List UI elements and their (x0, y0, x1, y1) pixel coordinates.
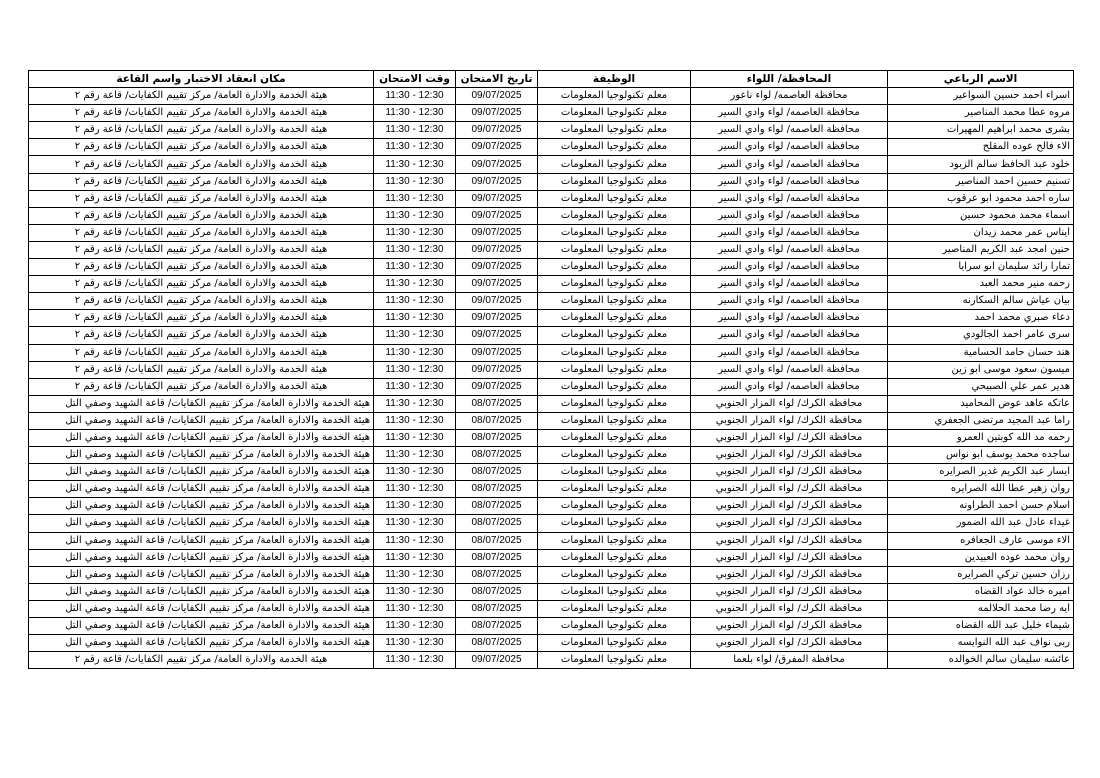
cell-place: هيئة الخدمة والادارة العامة/ مركز تقييم الكفايات/ قاعة رقم ٢ (29, 122, 374, 139)
cell-job: معلم تكنولوجيا المعلومات (538, 412, 691, 429)
table-row (29, 207, 1074, 224)
table-row (29, 224, 1074, 241)
cell-date: 08/07/2025 (456, 464, 538, 481)
cell-place: هيئة الخدمة والادارة العامة/ مركز تقييم الكفايات/ قاعة رقم ٢ (29, 652, 374, 669)
cell-job: معلم تكنولوجيا المعلومات (538, 635, 691, 652)
cell-job: معلم تكنولوجيا المعلومات (538, 207, 691, 224)
cell-date: 09/07/2025 (456, 327, 538, 344)
cell-name: ربى نواف عبد الله النوايسه (888, 635, 1074, 652)
cell-job: معلم تكنولوجيا المعلومات (538, 259, 691, 276)
header-time: وقت الامتحان (374, 71, 456, 88)
table-row (29, 429, 1074, 446)
cell-date: 09/07/2025 (456, 378, 538, 395)
cell-place: هيئة الخدمة والادارة العامة/ مركز تقييم الكفايات/ قاعة الشهيد وصفي التل (29, 447, 374, 464)
cell-date: 08/07/2025 (456, 429, 538, 446)
cell-place: هيئة الخدمة والادارة العامة/ مركز تقييم الكفايات/ قاعة الشهيد وصفي التل (29, 515, 374, 532)
table-row (29, 618, 1074, 635)
table-row (29, 310, 1074, 327)
cell-governorate: محافظة المفرق/ لواء بلعما (691, 652, 888, 669)
cell-governorate: محافظة الكرك/ لواء المزار الجنوبي (691, 566, 888, 583)
cell-time: 11:30 - 12:30 (374, 515, 456, 532)
cell-date: 08/07/2025 (456, 583, 538, 600)
cell-place: هيئة الخدمة والادارة العامة/ مركز تقييم الكفايات/ قاعة رقم ٢ (29, 139, 374, 156)
cell-time: 11:30 - 12:30 (374, 310, 456, 327)
cell-date: 08/07/2025 (456, 566, 538, 583)
cell-place: هيئة الخدمة والادارة العامة/ مركز تقييم الكفايات/ قاعة رقم ٢ (29, 224, 374, 241)
cell-job: معلم تكنولوجيا المعلومات (538, 515, 691, 532)
cell-time: 11:30 - 12:30 (374, 464, 456, 481)
cell-time: 11:30 - 12:30 (374, 618, 456, 635)
cell-time: 11:30 - 12:30 (374, 395, 456, 412)
cell-time: 11:30 - 12:30 (374, 105, 456, 122)
cell-time: 11:30 - 12:30 (374, 88, 456, 105)
cell-job: معلم تكنولوجيا المعلومات (538, 583, 691, 600)
cell-place: هيئة الخدمة والادارة العامة/ مركز تقييم الكفايات/ قاعة رقم ٢ (29, 259, 374, 276)
cell-job: معلم تكنولوجيا المعلومات (538, 327, 691, 344)
cell-time: 11:30 - 12:30 (374, 207, 456, 224)
cell-place: هيئة الخدمة والادارة العامة/ مركز تقييم الكفايات/ قاعة الشهيد وصفي التل (29, 583, 374, 600)
table-row (29, 549, 1074, 566)
cell-governorate: محافظة العاصمه/ لواء وادي السير (691, 327, 888, 344)
header-name: الاسم الرباعي (888, 71, 1074, 88)
table-row (29, 412, 1074, 429)
cell-time: 11:30 - 12:30 (374, 241, 456, 258)
cell-name: حنين امجد عبد الكريم المناصير (888, 241, 1074, 258)
cell-name: مروه عطا محمد المناصير (888, 105, 1074, 122)
cell-place: هيئة الخدمة والادارة العامة/ مركز تقييم الكفايات/ قاعة رقم ٢ (29, 293, 374, 310)
cell-governorate: محافظة الكرك/ لواء المزار الجنوبي (691, 412, 888, 429)
cell-name: راما عبد المجيد مرتضى الجعفري (888, 412, 1074, 429)
cell-name: اميره خالد عواد القضاه (888, 583, 1074, 600)
cell-place: هيئة الخدمة والادارة العامة/ مركز تقييم الكفايات/ قاعة الشهيد وصفي التل (29, 412, 374, 429)
cell-job: معلم تكنولوجيا المعلومات (538, 378, 691, 395)
cell-governorate: محافظة العاصمه/ لواء وادي السير (691, 361, 888, 378)
cell-place: هيئة الخدمة والادارة العامة/ مركز تقييم الكفايات/ قاعة رقم ٢ (29, 344, 374, 361)
cell-time: 11:30 - 12:30 (374, 156, 456, 173)
table-row (29, 156, 1074, 173)
table-body (29, 88, 1074, 669)
header-job: الوظيفة (538, 71, 691, 88)
cell-place: هيئة الخدمة والادارة العامة/ مركز تقييم الكفايات/ قاعة الشهيد وصفي التل (29, 566, 374, 583)
cell-name: هند حسان حامد الحسامية (888, 344, 1074, 361)
cell-place: هيئة الخدمة والادارة العامة/ مركز تقييم الكفايات/ قاعة رقم ٢ (29, 327, 374, 344)
cell-governorate: محافظة العاصمه/ لواء وادي السير (691, 224, 888, 241)
cell-name: رحمه مد الله كوبتين العمرو (888, 429, 1074, 446)
cell-date: 08/07/2025 (456, 481, 538, 498)
table-header-row (29, 71, 1074, 88)
cell-time: 11:30 - 12:30 (374, 600, 456, 617)
cell-time: 11:30 - 12:30 (374, 190, 456, 207)
cell-job: معلم تكنولوجيا المعلومات (538, 600, 691, 617)
cell-name: عائشه سليمان سالم الخوالده (888, 652, 1074, 669)
cell-date: 09/07/2025 (456, 105, 538, 122)
cell-governorate: محافظة العاصمه/ لواء وادي السير (691, 122, 888, 139)
table-row (29, 327, 1074, 344)
cell-name: سرى عامر احمد الجالودي (888, 327, 1074, 344)
cell-governorate: محافظة الكرك/ لواء المزار الجنوبي (691, 395, 888, 412)
cell-time: 11:30 - 12:30 (374, 481, 456, 498)
table-row (29, 481, 1074, 498)
cell-place: هيئة الخدمة والادارة العامة/ مركز تقييم الكفايات/ قاعة رقم ٢ (29, 241, 374, 258)
table-row (29, 190, 1074, 207)
cell-name: خلود عبد الحافظ سالم الزبود (888, 156, 1074, 173)
cell-date: 09/07/2025 (456, 122, 538, 139)
cell-date: 09/07/2025 (456, 276, 538, 293)
cell-date: 09/07/2025 (456, 259, 538, 276)
cell-job: معلم تكنولوجيا المعلومات (538, 498, 691, 515)
cell-time: 11:30 - 12:30 (374, 173, 456, 190)
cell-time: 11:30 - 12:30 (374, 532, 456, 549)
header-governorate: المحافظة/ اللواء (691, 71, 888, 88)
cell-name: بشرى محمد ابراهيم المهيرات (888, 122, 1074, 139)
cell-name: روان زهير عطا الله الصرايره (888, 481, 1074, 498)
cell-date: 09/07/2025 (456, 139, 538, 156)
cell-date: 08/07/2025 (456, 498, 538, 515)
table-row (29, 378, 1074, 395)
cell-time: 11:30 - 12:30 (374, 344, 456, 361)
cell-date: 09/07/2025 (456, 241, 538, 258)
cell-name: اسماء محمد محمود حسين (888, 207, 1074, 224)
cell-name: ايناس عمر محمد زيدان (888, 224, 1074, 241)
cell-date: 09/07/2025 (456, 156, 538, 173)
cell-name: الاء موسى عارف الجعافره (888, 532, 1074, 549)
cell-time: 11:30 - 12:30 (374, 549, 456, 566)
cell-date: 08/07/2025 (456, 618, 538, 635)
table-row (29, 105, 1074, 122)
cell-job: معلم تكنولوجيا المعلومات (538, 549, 691, 566)
cell-time: 11:30 - 12:30 (374, 447, 456, 464)
cell-governorate: محافظة العاصمه/ لواء وادي السير (691, 241, 888, 258)
cell-governorate: محافظة الكرك/ لواء المزار الجنوبي (691, 549, 888, 566)
cell-job: معلم تكنولوجيا المعلومات (538, 224, 691, 241)
cell-time: 11:30 - 12:30 (374, 122, 456, 139)
table-row (29, 447, 1074, 464)
cell-job: معلم تكنولوجيا المعلومات (538, 532, 691, 549)
cell-place: هيئة الخدمة والادارة العامة/ مركز تقييم الكفايات/ قاعة رقم ٢ (29, 207, 374, 224)
table-row (29, 566, 1074, 583)
cell-governorate: محافظة العاصمه/ لواء وادي السير (691, 259, 888, 276)
cell-place: هيئة الخدمة والادارة العامة/ مركز تقييم الكفايات/ قاعة الشهيد وصفي التل (29, 549, 374, 566)
cell-job: معلم تكنولوجيا المعلومات (538, 122, 691, 139)
table-row (29, 652, 1074, 669)
cell-place: هيئة الخدمة والادارة العامة/ مركز تقييم الكفايات/ قاعة رقم ٢ (29, 88, 374, 105)
cell-governorate: محافظة العاصمه/ لواء وادي السير (691, 190, 888, 207)
cell-date: 09/07/2025 (456, 310, 538, 327)
cell-job: معلم تكنولوجيا المعلومات (538, 105, 691, 122)
cell-name: تمارا رائد سليمان ابو سرايا (888, 259, 1074, 276)
cell-time: 11:30 - 12:30 (374, 566, 456, 583)
cell-place: هيئة الخدمة والادارة العامة/ مركز تقييم الكفايات/ قاعة الشهيد وصفي التل (29, 635, 374, 652)
cell-job: معلم تكنولوجيا المعلومات (538, 190, 691, 207)
cell-name: هدير عمر علي الصبيحي (888, 378, 1074, 395)
cell-date: 09/07/2025 (456, 344, 538, 361)
cell-job: معلم تكنولوجيا المعلومات (538, 447, 691, 464)
cell-job: معلم تكنولوجيا المعلومات (538, 276, 691, 293)
cell-name: ميسون سعود موسى ابو زين (888, 361, 1074, 378)
cell-place: هيئة الخدمة والادارة العامة/ مركز تقييم الكفايات/ قاعة رقم ٢ (29, 173, 374, 190)
table-row (29, 361, 1074, 378)
cell-job: معلم تكنولوجيا المعلومات (538, 566, 691, 583)
table-row (29, 583, 1074, 600)
cell-place: هيئة الخدمة والادارة العامة/ مركز تقييم الكفايات/ قاعة رقم ٢ (29, 276, 374, 293)
cell-job: معلم تكنولوجيا المعلومات (538, 652, 691, 669)
cell-time: 11:30 - 12:30 (374, 259, 456, 276)
cell-job: معلم تكنولوجيا المعلومات (538, 429, 691, 446)
cell-place: هيئة الخدمة والادارة العامة/ مركز تقييم الكفايات/ قاعة الشهيد وصفي التل (29, 395, 374, 412)
table-row (29, 88, 1074, 105)
table-row (29, 344, 1074, 361)
cell-place: هيئة الخدمة والادارة العامة/ مركز تقييم الكفايات/ قاعة الشهيد وصفي التل (29, 532, 374, 549)
exam-schedule-table (28, 70, 1074, 669)
cell-date: 08/07/2025 (456, 447, 538, 464)
cell-governorate: محافظة الكرك/ لواء المزار الجنوبي (691, 498, 888, 515)
cell-governorate: محافظة العاصمه/ لواء وادي السير (691, 378, 888, 395)
cell-governorate: محافظة العاصمه/ لواء وادي السير (691, 139, 888, 156)
cell-date: 09/07/2025 (456, 652, 538, 669)
cell-place: هيئة الخدمة والادارة العامة/ مركز تقييم الكفايات/ قاعة الشهيد وصفي التل (29, 498, 374, 515)
table-row (29, 635, 1074, 652)
cell-name: شيماء خليل عبد الله القضاه (888, 618, 1074, 635)
cell-governorate: محافظة العاصمه/ لواء وادي السير (691, 207, 888, 224)
cell-place: هيئة الخدمة والادارة العامة/ مركز تقييم الكفايات/ قاعة رقم ٢ (29, 310, 374, 327)
cell-time: 11:30 - 12:30 (374, 378, 456, 395)
cell-time: 11:30 - 12:30 (374, 139, 456, 156)
cell-date: 08/07/2025 (456, 412, 538, 429)
cell-name: رزان حسين تركي الصرايره (888, 566, 1074, 583)
cell-time: 11:30 - 12:30 (374, 412, 456, 429)
cell-date: 09/07/2025 (456, 224, 538, 241)
cell-name: ايسار عبد الكريم غدير الصرايره (888, 464, 1074, 481)
cell-governorate: محافظة العاصمه/ لواء وادي السير (691, 276, 888, 293)
cell-date: 09/07/2025 (456, 293, 538, 310)
cell-name: عاتكه عاهد عوض المحاميد (888, 395, 1074, 412)
cell-job: معلم تكنولوجيا المعلومات (538, 139, 691, 156)
cell-date: 08/07/2025 (456, 395, 538, 412)
cell-time: 11:30 - 12:30 (374, 224, 456, 241)
cell-date: 08/07/2025 (456, 549, 538, 566)
cell-date: 08/07/2025 (456, 635, 538, 652)
cell-job: معلم تكنولوجيا المعلومات (538, 156, 691, 173)
cell-governorate: محافظة العاصمه/ لواء ناعور (691, 88, 888, 105)
cell-place: هيئة الخدمة والادارة العامة/ مركز تقييم الكفايات/ قاعة رقم ٢ (29, 105, 374, 122)
cell-governorate: محافظة الكرك/ لواء المزار الجنوبي (691, 429, 888, 446)
cell-name: اسلام حسن احمد الطراونه (888, 498, 1074, 515)
cell-governorate: محافظة العاصمه/ لواء وادي السير (691, 293, 888, 310)
cell-date: 09/07/2025 (456, 88, 538, 105)
cell-time: 11:30 - 12:30 (374, 583, 456, 600)
cell-name: غيداء عادل عبد الله الضمور (888, 515, 1074, 532)
cell-name: ساره احمد محمود ابو عرقوب (888, 190, 1074, 207)
cell-job: معلم تكنولوجيا المعلومات (538, 464, 691, 481)
cell-governorate: محافظة الكرك/ لواء المزار الجنوبي (691, 464, 888, 481)
cell-time: 11:30 - 12:30 (374, 429, 456, 446)
cell-governorate: محافظة الكرك/ لواء المزار الجنوبي (691, 635, 888, 652)
table-row (29, 259, 1074, 276)
cell-job: معلم تكنولوجيا المعلومات (538, 344, 691, 361)
cell-name: روان محمد عوده العبيدين (888, 549, 1074, 566)
cell-place: هيئة الخدمة والادارة العامة/ مركز تقييم الكفايات/ قاعة رقم ٢ (29, 156, 374, 173)
cell-name: ساجده محمد يوسف ابو نواس (888, 447, 1074, 464)
cell-time: 11:30 - 12:30 (374, 293, 456, 310)
cell-job: معلم تكنولوجيا المعلومات (538, 173, 691, 190)
cell-job: معلم تكنولوجيا المعلومات (538, 395, 691, 412)
cell-name: دعاء صبري محمد احمد (888, 310, 1074, 327)
cell-job: معلم تكنولوجيا المعلومات (538, 361, 691, 378)
cell-name: رحمه منير محمد العبد (888, 276, 1074, 293)
table-row (29, 515, 1074, 532)
cell-time: 11:30 - 12:30 (374, 361, 456, 378)
cell-time: 11:30 - 12:30 (374, 635, 456, 652)
cell-job: معلم تكنولوجيا المعلومات (538, 481, 691, 498)
cell-time: 11:30 - 12:30 (374, 327, 456, 344)
header-date: تاريخ الامتحان (456, 71, 538, 88)
cell-governorate: محافظة العاصمه/ لواء وادي السير (691, 344, 888, 361)
cell-place: هيئة الخدمة والادارة العامة/ مركز تقييم الكفايات/ قاعة رقم ٢ (29, 190, 374, 207)
cell-place: هيئة الخدمة والادارة العامة/ مركز تقييم الكفايات/ قاعة الشهيد وصفي التل (29, 464, 374, 481)
cell-place: هيئة الخدمة والادارة العامة/ مركز تقييم الكفايات/ قاعة الشهيد وصفي التل (29, 600, 374, 617)
table-row (29, 532, 1074, 549)
cell-governorate: محافظة الكرك/ لواء المزار الجنوبي (691, 583, 888, 600)
cell-job: معلم تكنولوجيا المعلومات (538, 241, 691, 258)
table-row (29, 498, 1074, 515)
cell-time: 11:30 - 12:30 (374, 652, 456, 669)
table-row (29, 122, 1074, 139)
cell-name: تسنيم حسين احمد المناصير (888, 173, 1074, 190)
cell-name: الاء فالح عوده المقلح (888, 139, 1074, 156)
table-row (29, 395, 1074, 412)
cell-place: هيئة الخدمة والادارة العامة/ مركز تقييم الكفايات/ قاعة الشهيد وصفي التل (29, 618, 374, 635)
cell-name: بيان عياش سالم السكارنه (888, 293, 1074, 310)
cell-place: هيئة الخدمة والادارة العامة/ مركز تقييم الكفايات/ قاعة الشهيد وصفي التل (29, 429, 374, 446)
table-row (29, 173, 1074, 190)
cell-time: 11:30 - 12:30 (374, 276, 456, 293)
cell-governorate: محافظة الكرك/ لواء المزار الجنوبي (691, 532, 888, 549)
cell-governorate: محافظة العاصمه/ لواء وادي السير (691, 156, 888, 173)
cell-place: هيئة الخدمة والادارة العامة/ مركز تقييم الكفايات/ قاعة الشهيد وصفي التل (29, 481, 374, 498)
cell-governorate: محافظة الكرك/ لواء المزار الجنوبي (691, 600, 888, 617)
cell-governorate: محافظة العاصمه/ لواء وادي السير (691, 310, 888, 327)
cell-date: 08/07/2025 (456, 532, 538, 549)
cell-name: اسراء احمد حسين السواعير (888, 88, 1074, 105)
cell-date: 08/07/2025 (456, 515, 538, 532)
table-row (29, 276, 1074, 293)
cell-date: 09/07/2025 (456, 207, 538, 224)
cell-date: 08/07/2025 (456, 600, 538, 617)
cell-governorate: محافظة الكرك/ لواء المزار الجنوبي (691, 515, 888, 532)
cell-job: معلم تكنولوجيا المعلومات (538, 293, 691, 310)
cell-governorate: محافظة الكرك/ لواء المزار الجنوبي (691, 481, 888, 498)
cell-governorate: محافظة العاصمه/ لواء وادي السير (691, 173, 888, 190)
table-row (29, 464, 1074, 481)
table-row (29, 139, 1074, 156)
cell-date: 09/07/2025 (456, 173, 538, 190)
table-row (29, 293, 1074, 310)
cell-place: هيئة الخدمة والادارة العامة/ مركز تقييم الكفايات/ قاعة رقم ٢ (29, 361, 374, 378)
header-place: مكان انعقاد الاختبار واسم القاعة (29, 71, 374, 88)
cell-governorate: محافظة الكرك/ لواء المزار الجنوبي (691, 618, 888, 635)
cell-time: 11:30 - 12:30 (374, 498, 456, 515)
cell-governorate: محافظة العاصمه/ لواء وادي السير (691, 105, 888, 122)
cell-job: معلم تكنولوجيا المعلومات (538, 310, 691, 327)
table-row (29, 600, 1074, 617)
table-row (29, 241, 1074, 258)
cell-governorate: محافظة الكرك/ لواء المزار الجنوبي (691, 447, 888, 464)
cell-job: معلم تكنولوجيا المعلومات (538, 618, 691, 635)
cell-date: 09/07/2025 (456, 190, 538, 207)
cell-place: هيئة الخدمة والادارة العامة/ مركز تقييم الكفايات/ قاعة رقم ٢ (29, 378, 374, 395)
cell-date: 09/07/2025 (456, 361, 538, 378)
cell-name: ايه رضا محمد الحلالمه (888, 600, 1074, 617)
cell-job: معلم تكنولوجيا المعلومات (538, 88, 691, 105)
